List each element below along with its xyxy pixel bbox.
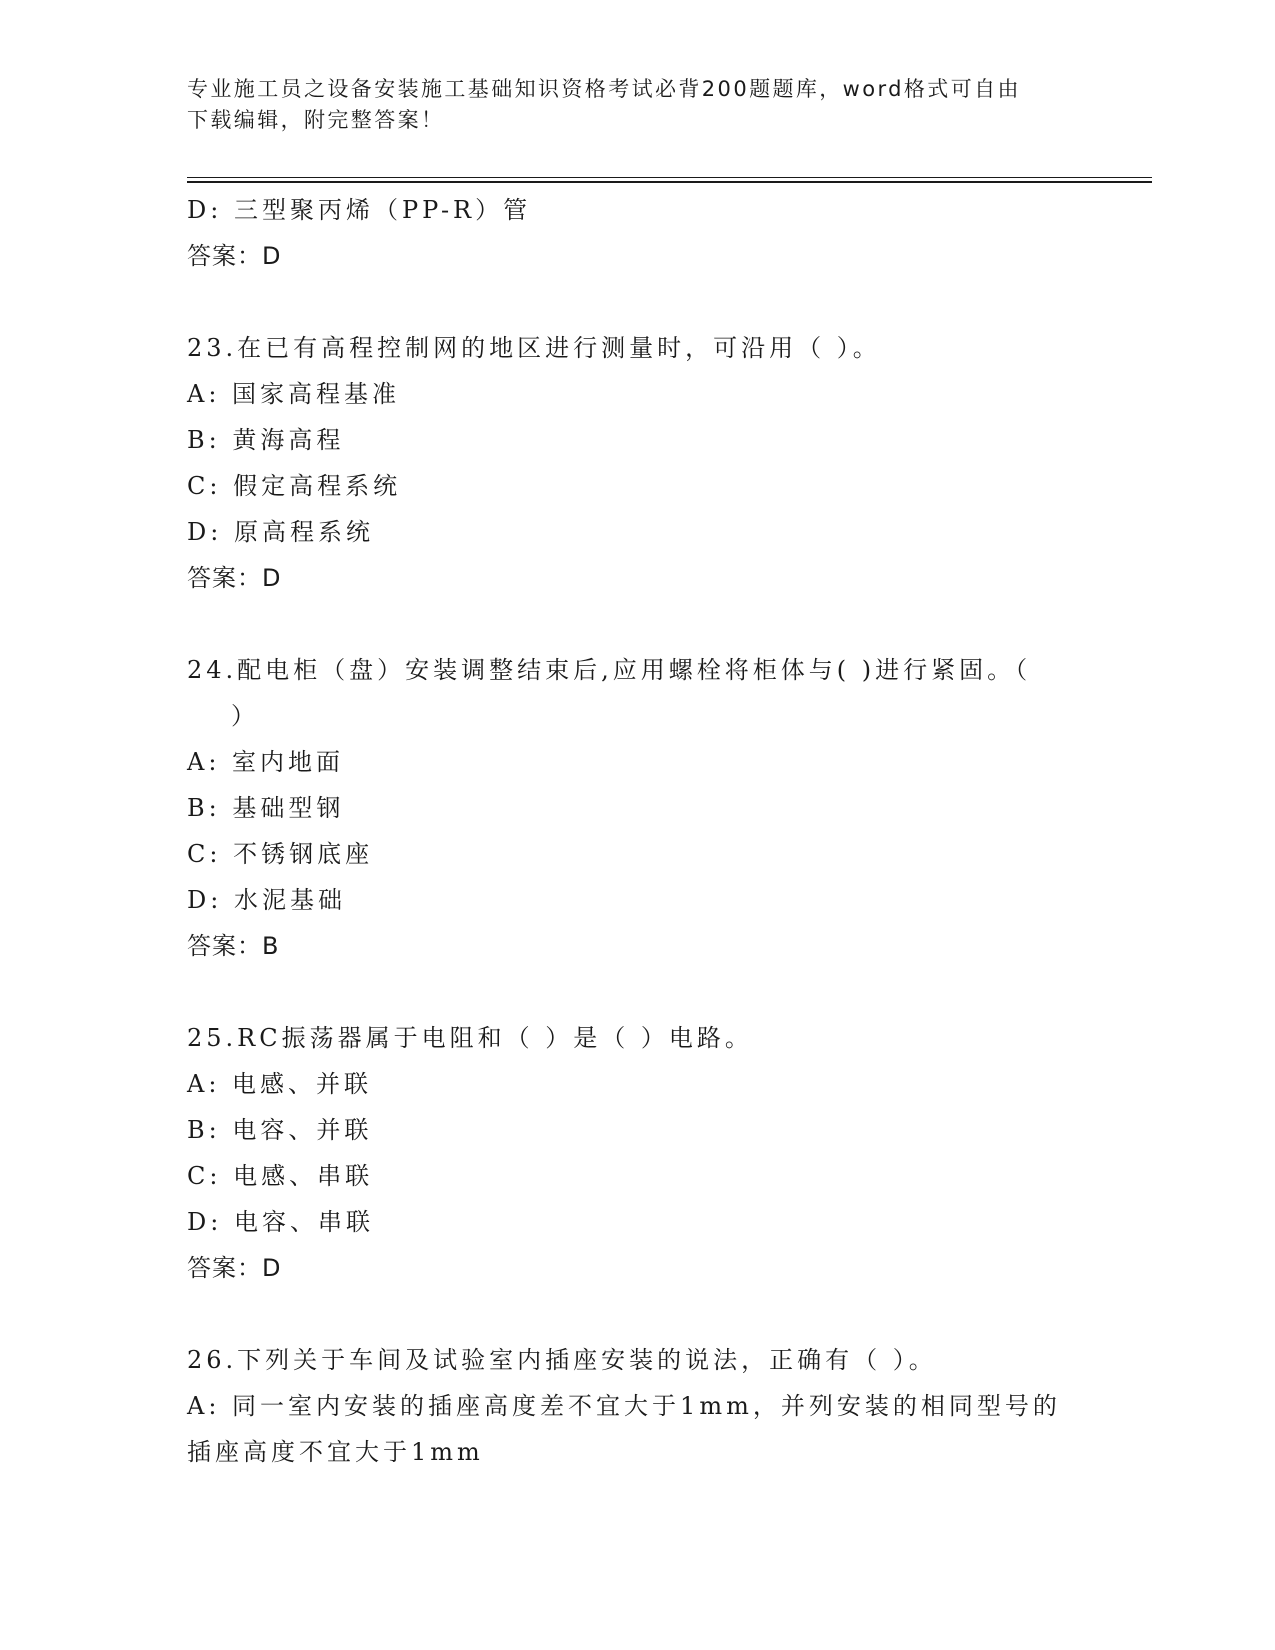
question-list bbox=[187, 187, 1087, 1475]
header-line-2: 下载编辑，附完整答案！ bbox=[187, 108, 445, 132]
option-d: D: 水泥基础 bbox=[187, 886, 346, 914]
option-b: B: 电容、并联 bbox=[187, 1116, 373, 1144]
question-stem: 24.配电柜（盘）安装调整结束后,应用螺栓将柜体与( )进行紧固。（ bbox=[187, 656, 1032, 684]
question-stem: 23.在已有高程控制网的地区进行测量时，可沿用（ ）。 bbox=[187, 334, 881, 362]
answer-line: 答案：D bbox=[187, 242, 282, 270]
spacer bbox=[187, 279, 1087, 325]
option-a: A: 国家高程基准 bbox=[187, 380, 401, 408]
option-d: D: 三型聚丙烯（PP-R）管 bbox=[187, 196, 532, 224]
question-23 bbox=[187, 325, 1087, 601]
option-c: C: 假定高程系统 bbox=[187, 472, 402, 500]
option-a: A: 电感、并联 bbox=[187, 1070, 373, 1098]
option-a: A: 同一室内安装的插座高度差不宜大于1mm，并列安装的相同型号的 bbox=[187, 1392, 1061, 1420]
question-stem: 25.RC振荡器属于电阻和（ ）是（ ）电路。 bbox=[187, 1024, 753, 1052]
question-24 bbox=[187, 647, 1087, 969]
option-c: C: 不锈钢底座 bbox=[187, 840, 374, 868]
answer-line: 答案：D bbox=[187, 1254, 282, 1282]
question-26 bbox=[187, 1337, 1087, 1475]
document-header bbox=[187, 74, 1067, 136]
header-line-1: 专业施工员之设备安装施工基础知识资格考试必背200题题库，word格式可自由 bbox=[187, 77, 1021, 101]
header-divider-thin bbox=[187, 177, 1152, 178]
question-25 bbox=[187, 1015, 1087, 1291]
option-d: D: 电容、串联 bbox=[187, 1208, 374, 1236]
header-divider-thick bbox=[187, 181, 1152, 183]
question-stem: 26.下列关于车间及试验室内插座安装的说法，正确有（ ）。 bbox=[187, 1346, 937, 1374]
spacer bbox=[187, 601, 1087, 647]
answer-line: 答案：B bbox=[187, 932, 280, 960]
answer-line: 答案：D bbox=[187, 564, 282, 592]
spacer bbox=[187, 969, 1087, 1015]
spacer bbox=[187, 1291, 1087, 1337]
option-c: C: 电感、串联 bbox=[187, 1162, 374, 1190]
option-b: B: 黄海高程 bbox=[187, 426, 345, 454]
option-d: D: 原高程系统 bbox=[187, 518, 374, 546]
option-a: A: 室内地面 bbox=[187, 748, 345, 776]
question-stem-continuation: ） bbox=[231, 702, 259, 730]
option-a-continuation: 插座高度不宜大于1mm bbox=[187, 1438, 484, 1466]
option-b: B: 基础型钢 bbox=[187, 794, 345, 822]
